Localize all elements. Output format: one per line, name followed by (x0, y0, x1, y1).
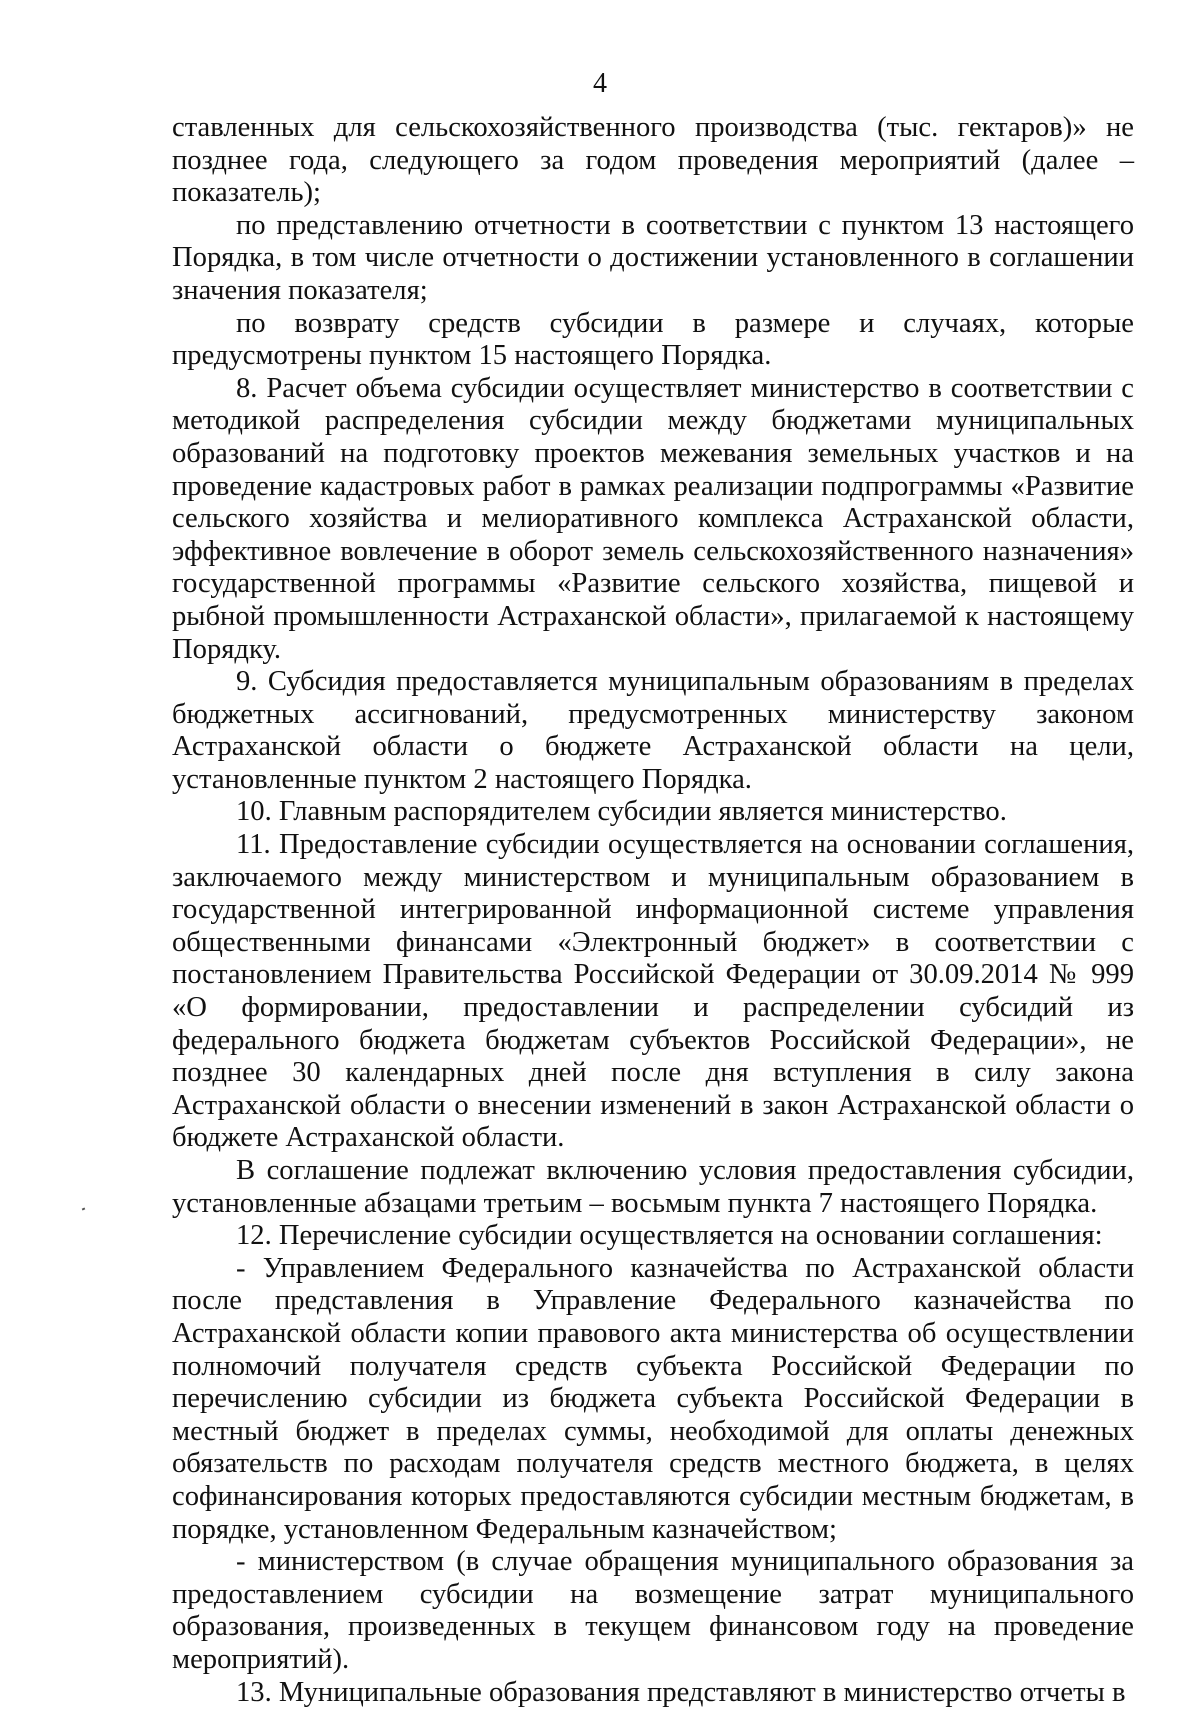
paragraph-item-10: 10. Главным распорядителем субсидии является министерство. (236, 796, 1007, 828)
paragraph-item-8: 8. Расчет объема субсидии осуществляет министерство в соответствии с методикой распределения субсидии между бюджетами муниципальных образований на подготовку проектов межевания земельных участков и на проведение кадастровых работ в рамках реализации подпрограммы «Развитие сельского хозяйства и мелиоративного комплекса Астраханской области, эффективное вовлечение в оборот земель сельскохозяйственного назначения» государственной программы «Развитие сельского хозяйства, пищевой и рыбной промышленности Астраханской области», прилагаемой к настоящему Порядку. (172, 372, 1134, 665)
paragraph-item-9: 9. Субсидия предоставляется муниципальным образованиям в пределах бюджетных ассигнований, предусмотренных министерству законом Астраханской области о бюджете Астраханской области на цели, установленные пунктом 2 настоящего Порядка. (172, 666, 1134, 795)
scan-speck (82, 1207, 86, 1210)
paragraph-item-11: 11. Предоставление субсидии осуществляется на основании соглашения, заключаемого между министерством и муниципальным образованием в государственной интегрированной информационной системе управления общественными финансами «Электронный бюджет» в соответствии с постановлением Правительства Российской Федерации от 30.09.2014 № 999 «О формировании, предоставлении и распределении субсидий из федерального бюджета бюджетам субъектов Российской Федерации», не позднее 30 календарных дней после дня вступления в силу закона Астраханской области о внесении изменений в закон Астраханской области о бюджете Астраханской области. (172, 829, 1134, 1154)
paragraph-ministry-transfer: - министерством (в случае обращения муниципального образования за предоставлением субсидии на возмещение затрат муниципального образования, произведенных в текущем финансовом году на проведение мероприятий). (172, 1546, 1134, 1675)
paragraph-reporting: по представлению отчетности в соответствии с пунктом 13 настоящего Порядка, в том числе отчетности о достижении установленного в соглашении значения показателя; (172, 209, 1134, 306)
paragraph-treasury-transfer: - Управлением Федерального казначейства по Астраханской области после представления в Управление Федерального казначейства по Астраханской области копии правового акта министерства об осуществлении полномочий получателя средств субъекта Российской Федерации по перечислению субсидии из бюджета субъекта Российской Федерации в местный бюджет в пределах суммы, необходимой для оплаты денежных обязательств по расходам получателя средств местного бюджета, в целях софинансирования которых предоставляются субсидии местным бюджетам, в порядке, установленном Федеральным казначейством; (172, 1252, 1134, 1545)
page-number: 4 (593, 68, 607, 99)
document-body (172, 112, 1134, 1709)
paragraph-agreement-conditions: В соглашение подлежат включению условия предоставления субсидии, установленные абзацами третьим – восьмым пункта 7 настоящего Порядка. (172, 1155, 1134, 1219)
paragraph-refund: по возврату средств субсидии в размере и случаях, которые предусмотрены пунктом 15 настоящего Порядка. (172, 307, 1134, 372)
paragraph-item-13: 13. Муниципальные образования представляют в министерство отчеты в (236, 1676, 1126, 1708)
paragraph-continuation: ставленных для сельскохозяйственного производства (тыс. гектаров)» не позднее года, следующего за годом проведения мероприятий (далее – показатель); (172, 112, 1134, 209)
paragraph-item-12: 12. Перечисление субсидии осуществляется на основании соглашения: (236, 1220, 1103, 1252)
